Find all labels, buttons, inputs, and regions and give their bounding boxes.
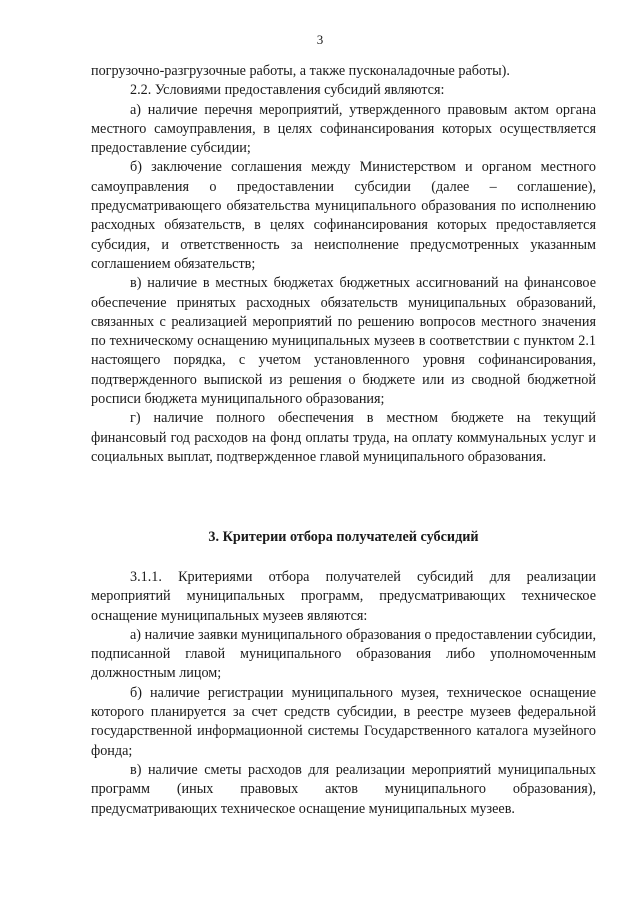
paragraph-2-2-g: г) наличие полного обеспечения в местном бюджете на текущий финансовый год расходов на фонд оплаты труда, на оплату коммунальных услуг и социальных выплат, подтвержденное главой муниципального образования. — [91, 410, 596, 465]
paragraph-2-2-b: б) заключение соглашения между Министерством и органом местного самоуправления о предоставлении субсидии (далее – соглашение), предусматривающего обязательства муниципального образования по исполнению расходных обязательств, в целях софинансирования которых предоставляется субсидия, и ответственность за неисполнение предусмотренных указанным соглашением обязательств; — [91, 159, 596, 272]
section-3-heading: 3. Критерии отбора получателей субсидий — [208, 529, 479, 545]
section-3-body — [91, 568, 596, 819]
section-2-body — [91, 62, 596, 467]
page-number: 3 — [316, 32, 324, 47]
paragraph-continuation: погрузочно-разгрузочные работы, а также пусконаладочные работы). — [91, 63, 510, 79]
paragraph-2-2-a: а) наличие перечня мероприятий, утвержденного правовым актом органа местного самоуправления, в целях софинансирования которых осуществляется предоставление субсидии; — [91, 101, 596, 157]
paragraph-3-1-1: 3.1.1. Критериями отбора получателей субсидий для реализации мероприятий муниципальных программ, предусматривающих техническое оснащение муниципальных музеев являются: — [91, 569, 596, 624]
paragraph-3-1-1-b: б) наличие регистрации муниципального музея, техническое оснащение которого планируется за счет средств субсидии, в реестре музеев федеральной государственной информационной системы Государственного каталога музейного фонда; — [91, 684, 596, 759]
paragraph-3-1-1-v: в) наличие сметы расходов для реализации мероприятий муниципальных программ (иных правовых актов муниципального образования), предусматривающих техническое оснащение муниципальных музеев. — [91, 761, 596, 817]
paragraph-3-1-1-a: а) наличие заявки муниципального образования о предоставлении субсидии, подписанной главой муниципального образования либо уполномоченным должностным лицом; — [91, 626, 596, 682]
paragraph-2-2: 2.2. Условиями предоставления субсидий являются: — [130, 82, 445, 99]
paragraph-2-2-v: в) наличие в местных бюджетах бюджетных ассигнований на финансовое обеспечение принятых расходных обязательств муниципальных образований, связанных с реализацией мероприятий по решению вопросов местного значения по техническому оснащению муниципальных музеев в соответствии с пунктом 2.1 настоящего порядка, с учетом установленного уровня софинансирования, подтвержденного выпиской из решения о бюджете или из сводной бюджетной росписи бюджета муниципального образования; — [91, 275, 596, 408]
